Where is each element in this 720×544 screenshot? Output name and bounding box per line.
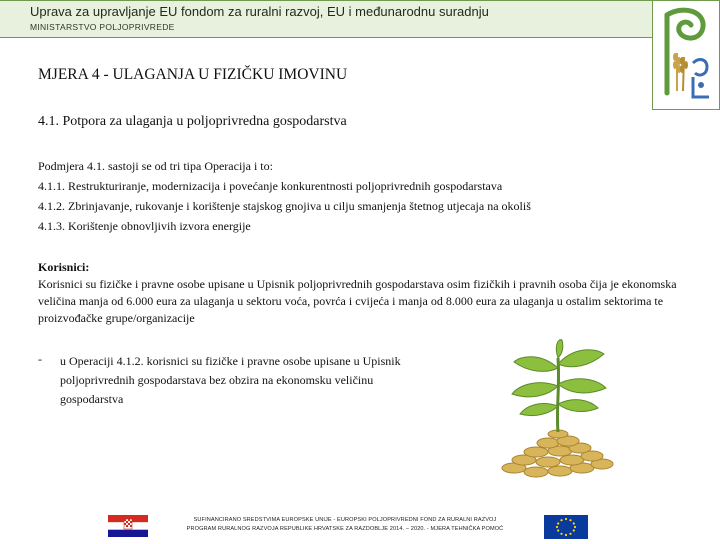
header-subtitle: MINISTARSTVO POLJOPRIVREDE <box>30 22 175 32</box>
operations-intro: Podmjera 4.1. sastoji se od tri tipa Operacija i to: <box>38 159 273 173</box>
operation-item: 4.1.2. Zbrinjavanje, rukovanje i korištenje stajskog gnojiva u cilju smanjenja štetnog utjecaja na okoliš <box>38 199 531 213</box>
ministry-logo-icon <box>652 0 720 110</box>
eu-flag-icon <box>544 515 588 539</box>
bullet-dash: - <box>38 352 42 366</box>
operation-item: 4.1.1. Restrukturiranje, modernizacija i povećanje konkurentnosti poljoprivrednih gospodarstava <box>38 179 503 193</box>
beneficiaries-text: Korisnici su fizičke i pravne osobe upisane u Upisnik poljoprivrednih gospodarstava osim fizičkih i pravnih osoba čija je ekonomska veličina manja od 6.000 eura za ulaganja u sektoru voća, povrća i cvijeća i manja od 8.000 eura za ulaganja u ostalim sektorima te proizvođačke grupe/organizacije <box>38 277 677 325</box>
bullet-text: u Operaciji 4.1.2. korisnici su fizičke i pravne osobe upisane u Upisnik poljoprivrednih gospodarstava bez obzira na ekonomsku veličinu gospodarstva <box>60 354 401 406</box>
measure-subtitle: 4.1. Potpora za ulaganja u poljoprivredna gospodarstva <box>38 114 347 129</box>
croatia-flag-icon <box>108 515 148 537</box>
footer-line-2: PROGRAM RURALNOG RAZVOJA REPUBLIKE HRVATSKE ZA RAZDOBLJE 2014. – 2020. - MJERA TEHNIČKA POMOĆ <box>186 526 504 532</box>
operations-list <box>38 156 531 236</box>
footer-text <box>160 516 530 534</box>
beneficiaries-label: Korisnici: <box>38 260 90 274</box>
money-plant-image <box>474 338 634 493</box>
header-title: Uprava za upravljanje EU fondom za ruralni razvoj, EU i međunarodnu suradnju <box>30 4 489 19</box>
measure-title: MJERA 4 - ULAGANJA U FIZIČKU IMOVINU <box>38 66 348 83</box>
header-bar <box>0 0 652 38</box>
footer-line-1: SUFINANCIRANO SREDSTVIMA EUROPSKE UNIJE - EUROPSKI POLJOPRIVREDNI FOND ZA RURALNI RAZVOJ <box>193 517 497 523</box>
operation-item: 4.1.3. Korištenje obnovljivih izvora energije <box>38 219 251 233</box>
